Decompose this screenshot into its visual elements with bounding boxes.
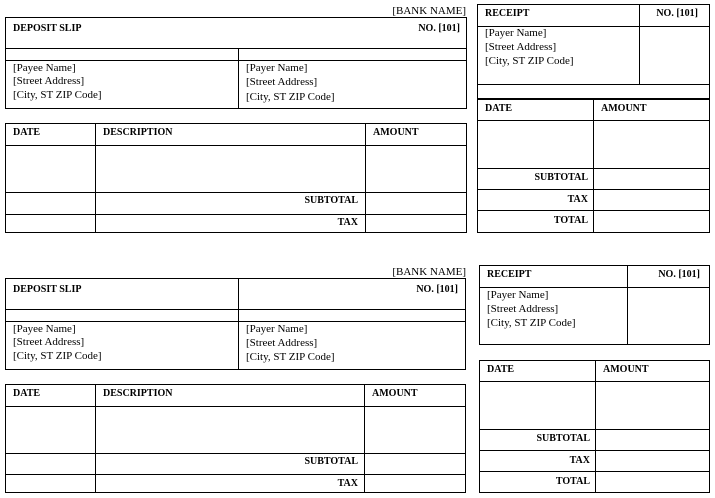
receipt-col-amount: AMOUNT <box>601 103 647 114</box>
payee-street: [Street Address] <box>13 336 85 348</box>
col-date: DATE <box>13 388 41 399</box>
deposit-items-table <box>5 123 467 233</box>
receipt-payer-city: [City, ST ZIP Code] <box>485 55 574 67</box>
receipt-payer-name: [Payer Name] <box>485 27 547 39</box>
receipt-col-date: DATE <box>487 364 515 375</box>
col-description: DESCRIPTION <box>103 127 173 138</box>
payer-street: [Street Address] <box>246 337 318 349</box>
receipt-col-date: DATE <box>485 103 513 114</box>
receipt-col-amount: AMOUNT <box>603 364 649 375</box>
col-amount: AMOUNT <box>372 388 418 399</box>
deposit-number: NO. [101] <box>416 284 458 295</box>
payee-street: [Street Address] <box>13 75 85 87</box>
deposit-number: NO. [101] <box>418 23 460 34</box>
receipt-number: NO. [101] <box>658 269 700 280</box>
payee-name: [Payee Name] <box>13 323 76 335</box>
col-date: DATE <box>13 127 41 138</box>
receipt-payer-street: [Street Address] <box>485 41 557 53</box>
receipt-subtotal-label: SUBTOTAL <box>534 172 588 183</box>
deposit-slip-title: DEPOSIT SLIP <box>13 284 82 295</box>
receipt-payer-name: [Payer Name] <box>487 289 549 301</box>
subtotal-label: SUBTOTAL <box>304 456 358 467</box>
receipt-payer-street: [Street Address] <box>487 303 559 315</box>
payee-city: [City, ST ZIP Code] <box>13 89 102 101</box>
col-description: DESCRIPTION <box>103 388 173 399</box>
subtotal-label: SUBTOTAL <box>304 195 358 206</box>
payer-name: [Payer Name] <box>246 323 308 335</box>
col-amount: AMOUNT <box>373 127 419 138</box>
receipt-title: RECEIPT <box>487 269 532 280</box>
bank-name: [BANK NAME] <box>392 266 466 278</box>
receipt-total-label: TOTAL <box>553 215 588 226</box>
tax-label: TAX <box>337 478 358 489</box>
receipt-subtotal-label: SUBTOTAL <box>536 433 590 444</box>
payee-city: [City, ST ZIP Code] <box>13 350 102 362</box>
payer-city: [City, ST ZIP Code] <box>246 91 335 103</box>
deposit-slip-title: DEPOSIT SLIP <box>13 23 82 34</box>
receipt-title: RECEIPT <box>485 8 530 19</box>
receipt-number: NO. [101] <box>656 8 698 19</box>
receipt-payer-city: [City, ST ZIP Code] <box>487 317 576 329</box>
receipt-tax-label: TAX <box>567 194 588 205</box>
bank-name: [BANK NAME] <box>392 5 466 17</box>
receipt-tax-label: TAX <box>569 455 590 466</box>
tax-label: TAX <box>337 217 358 228</box>
payer-street: [Street Address] <box>246 76 318 88</box>
payer-city: [City, ST ZIP Code] <box>246 351 335 363</box>
deposit-items-table <box>5 384 466 493</box>
payer-name: [Payer Name] <box>246 62 308 74</box>
receipt-total-label: TOTAL <box>555 476 590 487</box>
payee-name: [Payee Name] <box>13 62 76 74</box>
